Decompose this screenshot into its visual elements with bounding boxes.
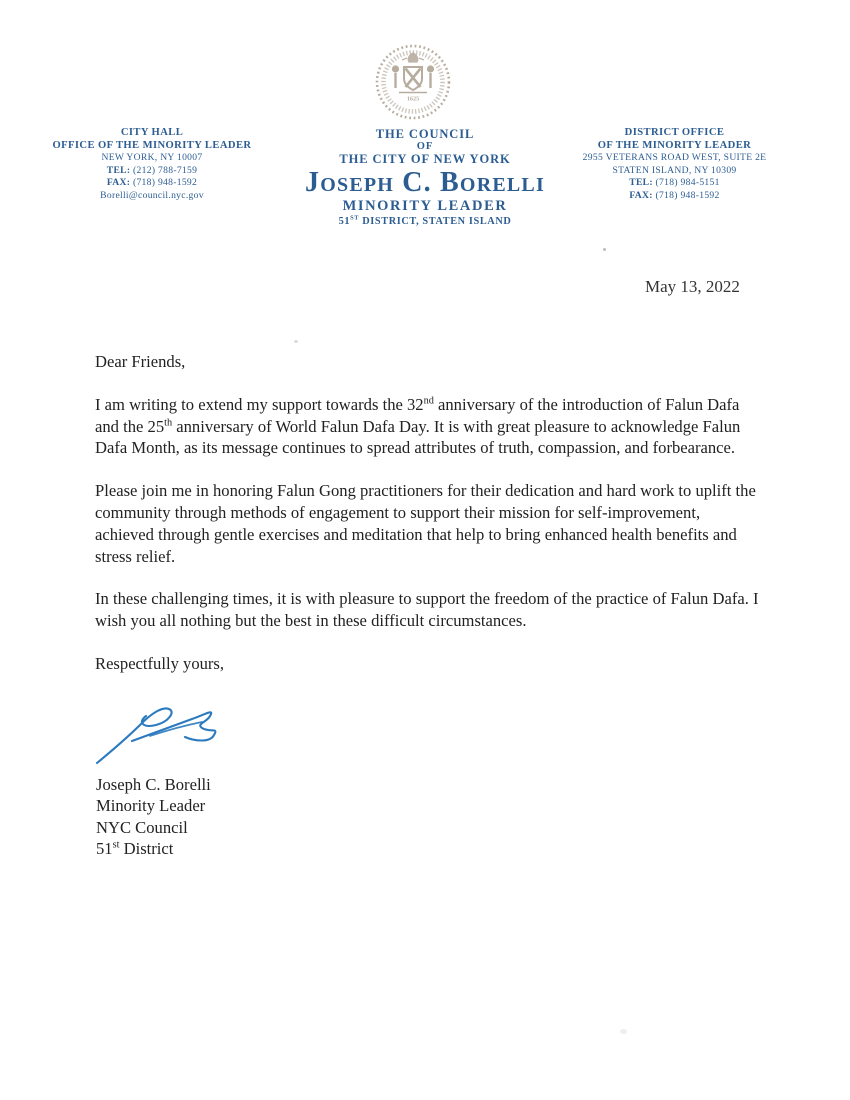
scan-artifact: [620, 1029, 627, 1034]
signature-block: [96, 774, 211, 860]
office-line: TEL: (212) 788-7159: [106, 164, 198, 176]
council-line: THE COUNCIL: [375, 127, 475, 141]
office-line: NEW YORK, NY 10007: [101, 152, 203, 163]
nyc-seal-graphic: [374, 40, 452, 124]
paragraph: Please join me in honoring Falun Gong practitioners for their dedication and hard work to uplift the community through methods of engagement to support their mission for self-improvement, achieved through gentle exercises and meditation that help to bring enhanced health benefits and stress relief.: [95, 481, 756, 566]
official-name: Joseph C. Borelli: [305, 167, 545, 198]
salutation: Dear Friends,: [95, 352, 186, 371]
office-line: OFFICE OF THE MINORITY LEADER: [52, 139, 252, 151]
office-line: FAX: (718) 948-1592: [629, 189, 720, 201]
signer-title: Minority Leader: [96, 796, 206, 816]
signature-ink: [92, 695, 232, 769]
paragraph: In these challenging times, it is with pleasure to support the freedom of the practice of Falun Dafa. I wish you all nothing but the best in these difficult circumstances.: [95, 589, 759, 631]
letterhead-center: [305, 128, 545, 228]
official-role: MINORITY LEADER: [342, 198, 508, 214]
office-email: Borelli@council.nyc.gov: [100, 189, 204, 201]
city-hall-office-block: [38, 127, 266, 202]
signer-name: Joseph C. Borelli: [96, 775, 211, 794]
office-line: DISTRICT OFFICE: [624, 127, 725, 138]
paragraph: I am writing to extend my support towards the 32nd anniversary of the introduction of Falun Dafa and the 25th anniversary of World Falun Dafa Day. It is with great pleasure to acknowledge Falun Dafa Month, as its message continues to spread attributes of truth, compassion, and forbearance.: [95, 394, 741, 458]
scan-artifact: [603, 248, 606, 251]
office-line: STATEN ISLAND, NY 10309: [612, 164, 737, 176]
office-line: CITY HALL: [120, 127, 184, 138]
closing: Respectfully yours,: [95, 653, 225, 673]
office-line: FAX: (718) 948-1592: [106, 177, 198, 188]
signature-scribble: [92, 695, 232, 769]
scan-artifact: [294, 340, 298, 343]
council-line: THE CITY OF NEW YORK: [339, 152, 511, 166]
office-line: 2955 VETERANS ROAD WEST, SUITE 2E: [582, 152, 767, 163]
letter-date: May 13, 2022: [645, 277, 740, 296]
nyc-council-seal: [374, 40, 452, 124]
signer-district: 51st District: [96, 839, 174, 859]
district-office-block: [552, 127, 797, 202]
office-line: TEL: (718) 984-5151: [629, 177, 720, 188]
office-line: OF THE MINORITY LEADER: [597, 139, 752, 151]
seal-year: 1625: [406, 95, 420, 103]
official-district: 51ST DISTRICT, STATEN ISLAND: [338, 214, 512, 227]
letter-body: [95, 351, 759, 696]
seal-eagle: [402, 53, 424, 62]
signer-org: NYC Council: [96, 817, 188, 837]
council-line: OF: [416, 141, 434, 152]
